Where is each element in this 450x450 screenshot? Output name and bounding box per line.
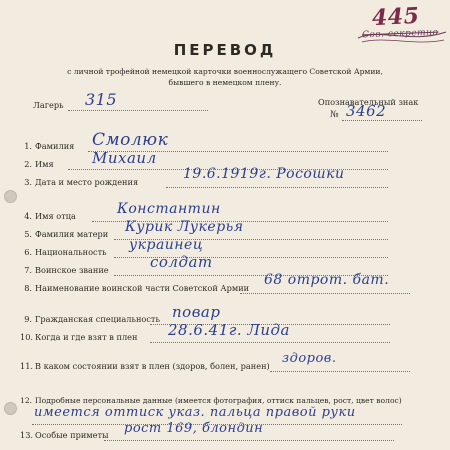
- field-value-name: Михаил: [92, 149, 157, 167]
- field-label-captured: 10. Когда и где взят в плен: [20, 332, 138, 342]
- punch-hole: [4, 190, 17, 203]
- id-tag-no-label: №: [330, 110, 339, 120]
- subtitle-line-1: с личной трофейной немецкой карточки военнослужащего Советской Армии,: [67, 67, 383, 76]
- field-value-captured: 28.6.41г. Лида: [168, 321, 290, 339]
- field-value-birth: 19.6.1919г. Росошки: [183, 166, 345, 182]
- field-value-features: рост 169, блондин: [124, 421, 264, 436]
- field-label-profession: 9. Гражданская специальность: [24, 314, 160, 324]
- field-label-nationality: 6. Национальность: [24, 247, 107, 257]
- field-label-condition: 11. В каком состоянии взят в плен (здоров, болен, ранен): [20, 361, 270, 371]
- field-label-mother: 5. Фамилия матери: [24, 229, 109, 239]
- field-value-surname: Смолюк: [92, 130, 169, 150]
- field-value-nationality: украинец: [129, 237, 204, 253]
- field-label-rank: 7. Воинское звание: [24, 265, 109, 275]
- field-label-father: 4. Имя отца: [24, 211, 76, 221]
- field-value-father: Константин: [117, 201, 221, 217]
- page-title: ПЕРЕВОД: [173, 41, 277, 59]
- secret-label: Сов. секретно: [361, 27, 439, 41]
- field-label-surname: 1. Фамилия: [24, 141, 75, 151]
- field-value-rank: солдат: [150, 253, 213, 271]
- punch-hole: [4, 402, 17, 415]
- field-label-unit: 8. Наименование воинской части Советской Армии: [24, 283, 250, 293]
- field-label-features: 13. Особые приметы: [20, 430, 109, 440]
- field-value-profession: повар: [172, 303, 221, 321]
- id-tag-value: 3462: [346, 102, 387, 120]
- field-value-mother: Курик Лукерья: [125, 219, 244, 235]
- field-label-birth: 3. Дата и место рождения: [24, 177, 139, 187]
- subtitle-line-2: бывшего в немецком плену.: [168, 78, 282, 87]
- field-label-name: 2. Имя: [24, 159, 54, 169]
- field-label-personal-data: 12. Подробные персональные данные (имеется фотография, оттиск пальцев, рост, цвет волос): [20, 396, 402, 405]
- id-tag-label: Опознавательный знак: [318, 97, 419, 107]
- stamp-number: 445: [371, 2, 421, 32]
- field-value-condition: здоров.: [282, 351, 337, 366]
- field-value-unit: 68 отрот. бат.: [264, 272, 390, 288]
- field-value-personal-data: имеется оттиск указ. пальца правой руки: [34, 405, 356, 420]
- camp-value: 315: [85, 90, 118, 109]
- camp-label: Лагерь: [33, 100, 64, 110]
